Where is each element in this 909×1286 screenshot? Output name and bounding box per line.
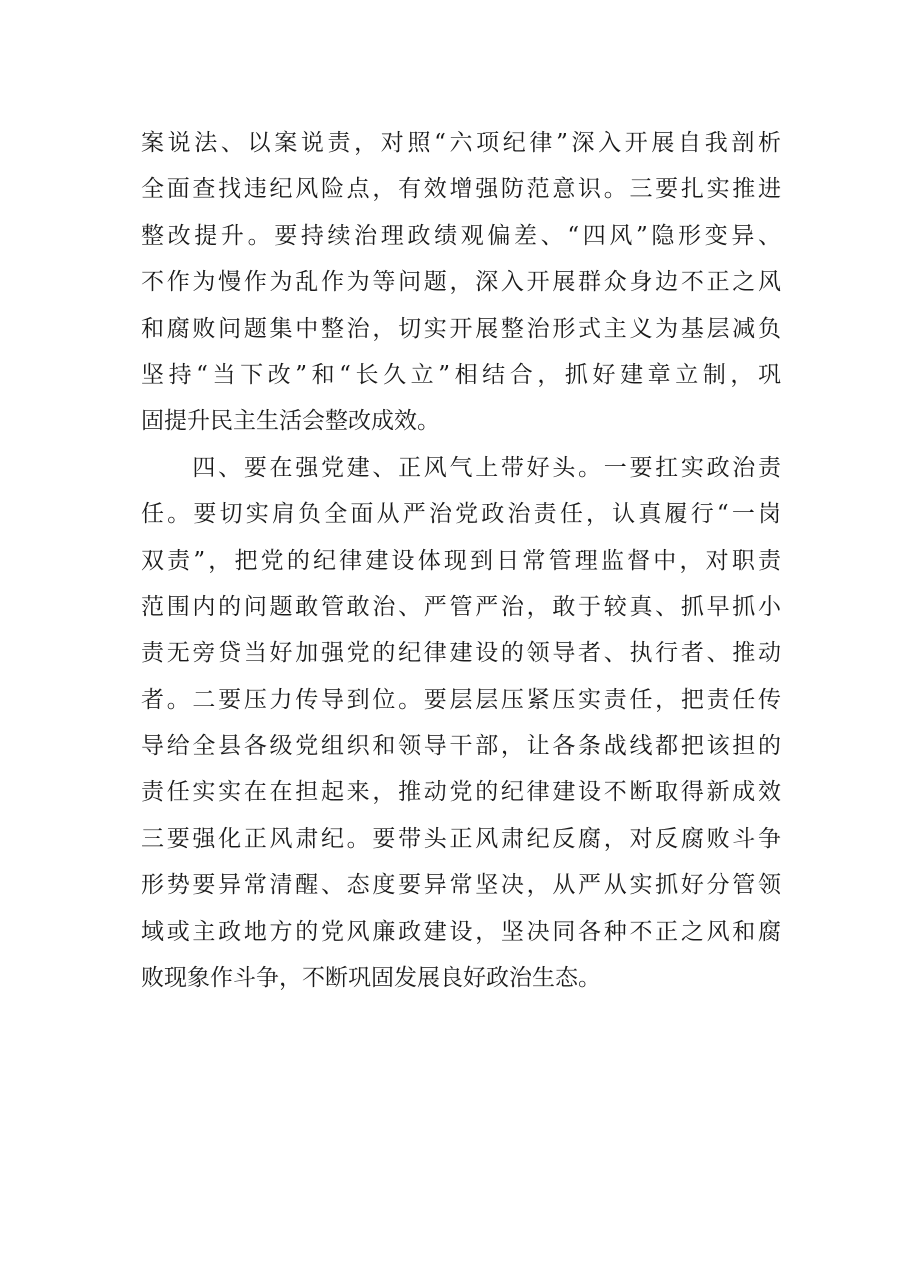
body-text xyxy=(141,120,781,1001)
text-line: 案说法、以案说责，对照“六项纪律”深入开展自我剖析 xyxy=(141,130,781,156)
text-line: 域或主政地方的党风廉政建设，坚决同各种不正之风和腐 xyxy=(141,918,781,945)
text-line: 形势要异常清醒、态度要异常坚决，从严从实抓好分管领 xyxy=(141,872,781,899)
text-line: 三要强化正风肃纪。要带头正风肃纪反腐，对反腐败斗争 xyxy=(141,825,781,852)
text-line: 责无旁贷当好加强党的纪律建设的领导者、执行者、推动 xyxy=(141,640,781,667)
text-line: 范围内的问题敢管敢治、严管严治，敢于较真、抓早抓小 xyxy=(141,593,781,620)
text-line: 坚持“当下改”和“长久立”相结合，抓好建章立制，巩 xyxy=(141,361,781,388)
text-line: 败现象作斗争，不断巩固发展良好政治生态。 xyxy=(141,965,601,992)
text-line: 者。二要压力传导到位。要层层压紧压实责任，把责任传 xyxy=(141,686,781,713)
text-line: 任。要切实肩负全面从严治党政治责任，认真履行“一岗 xyxy=(141,501,781,528)
text-line: 责任实实在在担起来，推动党的纪律建设不断取得新成效 xyxy=(141,779,781,806)
text-line: 全面查找违纪风险点，有效增强防范意识。三要扎实推进 xyxy=(141,176,781,203)
text-line: 整改提升。要持续治理政绩观偏差、“四风”隐形变异、 xyxy=(141,222,781,249)
text-line: 不作为慢作为乱作为等问题，深入开展群众身边不正之风 xyxy=(141,269,781,296)
text-line: 双责”，把党的纪律建设体现到日常管理监督中，对职责 xyxy=(141,547,781,574)
text-line: 四、要在强党建、正风气上带好头。一要扛实政治责 xyxy=(141,454,781,481)
text-line: 和腐败问题集中整治，切实开展整治形式主义为基层减负 xyxy=(141,315,781,342)
text-line: 固提升民主生活会整改成效。 xyxy=(141,408,440,435)
text-line: 导给全县各级党组织和领导干部，让各条战线都把该担的 xyxy=(141,733,781,760)
